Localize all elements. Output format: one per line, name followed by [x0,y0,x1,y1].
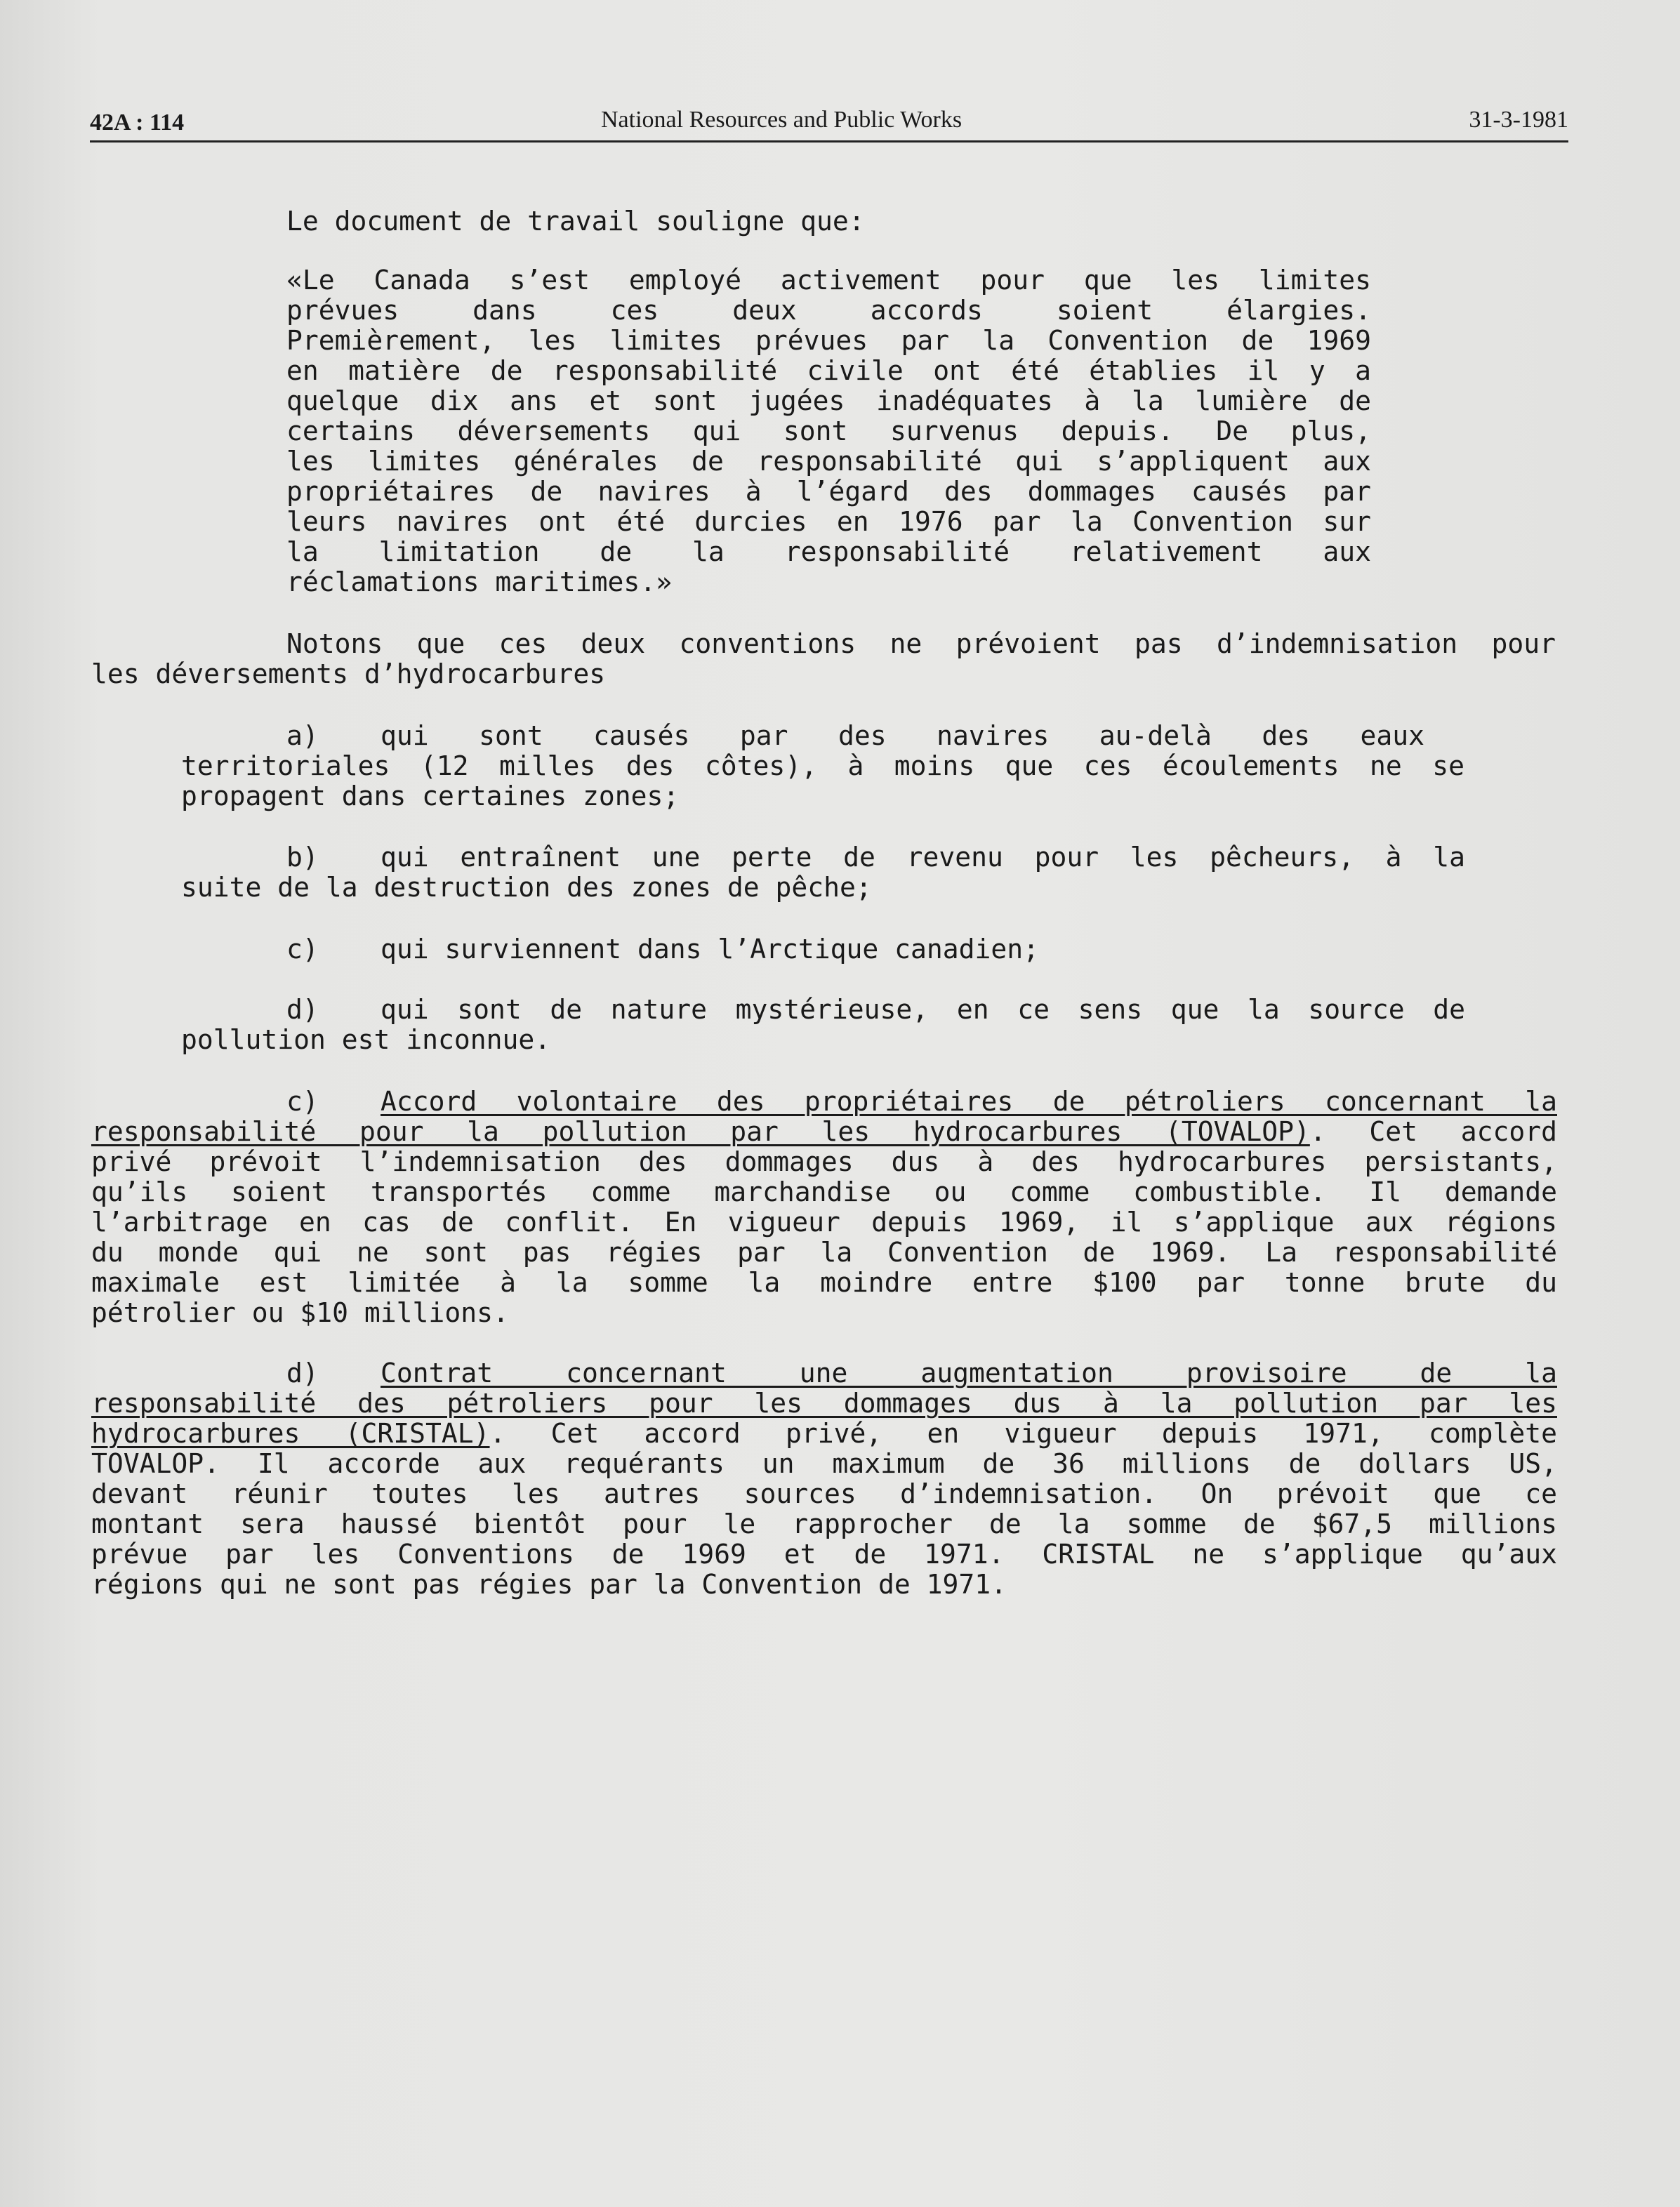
item-c-first-line [381,934,1039,965]
quote-line: certains déversements qui sont survenus depuis. De plus, [286,416,1371,446]
tovalop-heading-second-line [91,1117,1557,1147]
item-a-first-line [381,721,1424,751]
cristal-heading: Contrat concernant une augmentation provisoire de la [381,1358,1557,1389]
section-label: d) [286,1358,319,1389]
quoted-paragraph [286,265,1371,597]
item-d-label [286,995,319,1025]
list-item-text: pollution est inconnue. [181,1024,551,1055]
item-a-label [286,721,319,751]
tovalop-heading: Accord volontaire des propriétaires de pétroliers concernant la [381,1086,1557,1117]
notons-line: les déversements d’hydrocarbures [91,658,606,689]
intro-text: Le document de travail souligne que: [286,206,865,237]
quote-line: prévues dans ces deux accords soient élargies. [286,295,1371,326]
list-label: c) [286,934,319,965]
cristal-heading-second-line [91,1389,1557,1419]
item-c-label [286,934,319,965]
cristal-text: prévue par les Conventions de 1969 et de 1971. CRISTAL ne s’applique qu’aux [91,1539,1557,1570]
tovalop-text: pétrolier ou $10 millions. [91,1297,509,1328]
quote-line: quelque dix ans et sont jugées inadéquates à la lumière de [286,385,1371,416]
intro-paragraph [286,206,865,237]
quote-line: réclamations maritimes.» [286,566,673,597]
quote-line: les limites générales de responsabilité qui s’appliquent aux [286,446,1371,477]
notons-second-line [91,659,1556,689]
cristal-heading-first-line [381,1358,1557,1389]
tovalop-label [286,1087,319,1117]
running-title: National Resources and Public Works [601,107,963,133]
list-item-text: propagent dans certaines zones; [181,781,680,811]
quote-line: Premièrement, les limites prévues par la Convention de 1969 [286,325,1371,356]
list-item-text: qui surviennent dans l’Arctique canadien; [381,934,1039,965]
tovalop-text: maximale est limitée à la somme la moindre entre $100 par tonne brute du [91,1267,1557,1298]
cristal-body [91,1449,1557,1600]
cristal-text: montant sera haussé bientôt pour le rapprocher de la somme de $67,5 millions [91,1509,1557,1539]
tovalop-heading: responsabilité pour la pollution par les hydrocarbures (TOVALOP) [91,1116,1310,1147]
quote-line: la limitation de la responsabilité relativement aux [286,536,1371,567]
quote-line: propriétaires de navires à l’égard des dommages causés par [286,476,1371,507]
list-item-text: suite de la destruction des zones de pêche; [181,872,872,903]
cristal-heading-tail: . Cet accord privé, en vigueur depuis 1971, complète [489,1418,1557,1449]
tovalop-text: privé prévoit l’indemnisation des dommages dus à des hydrocarbures persistants, [91,1146,1557,1177]
tovalop-text: du monde qui ne sont pas régies par la Convention de 1969. La responsabilité [91,1237,1557,1268]
item-d-first-line [381,995,1465,1025]
list-label: d) [286,994,319,1025]
cristal-text: TOVALOP. Il accorde aux requérants un maximum de 36 millions de dollars US, [91,1448,1557,1479]
item-b-first-line [381,842,1465,873]
tovalop-heading-first-line [381,1087,1557,1117]
notons-line: Notons que ces deux conventions ne prévoient pas d’indemnisation pour [286,628,1556,659]
item-b-label [286,842,319,873]
page-header [90,104,1568,143]
tovalop-text: l’arbitrage en cas de conflit. En vigueur depuis 1969, il s’applique aux régions [91,1207,1557,1238]
cristal-text: régions qui ne sont pas régies par la Convention de 1971. [91,1569,1007,1600]
list-label: a) [286,720,319,751]
cristal-heading: responsabilité des pétroliers pour les dommages dus à la pollution par les [91,1388,1557,1419]
notons-first-line [286,629,1556,659]
list-item-text: qui entraînent une perte de revenu pour les pêcheurs, à la [381,842,1465,873]
tovalop-body [91,1147,1557,1328]
tovalop-heading-tail: . Cet accord [1309,1116,1557,1147]
quote-line: «Le Canada s’est employé activement pour que les limites [286,265,1371,296]
cristal-label [286,1358,319,1389]
header-date: 31-3-1981 [1469,107,1568,133]
list-item-text: qui sont causés par des navires au-delà des eaux [381,720,1424,751]
item-d-continuation [181,1025,550,1055]
tovalop-text: qu’ils soient transportés comme marchandise ou comme combustible. Il demande [91,1177,1557,1207]
list-label: b) [286,842,319,873]
quote-line: leurs navires ont été durcies en 1976 par la Convention sur [286,506,1371,537]
section-label: c) [286,1086,319,1117]
cristal-text: devant réunir toutes les autres sources d’indemnisation. On prévoit que ce [91,1478,1557,1509]
quote-line: en matière de responsabilité civile ont été établies il y a [286,355,1371,386]
item-b-continuation [181,873,872,903]
list-item-text: qui sont de nature mystérieuse, en ce sens que la source de [381,994,1465,1025]
cristal-heading: hydrocarbures (CRISTAL) [91,1418,490,1449]
list-item-text: territoriales (12 milles des côtes), à moins que ces écoulements ne se [181,750,1464,781]
item-a-continuation [181,751,1464,811]
page-number: 42A : 114 [90,110,185,135]
cristal-heading-third-line [91,1419,1557,1449]
